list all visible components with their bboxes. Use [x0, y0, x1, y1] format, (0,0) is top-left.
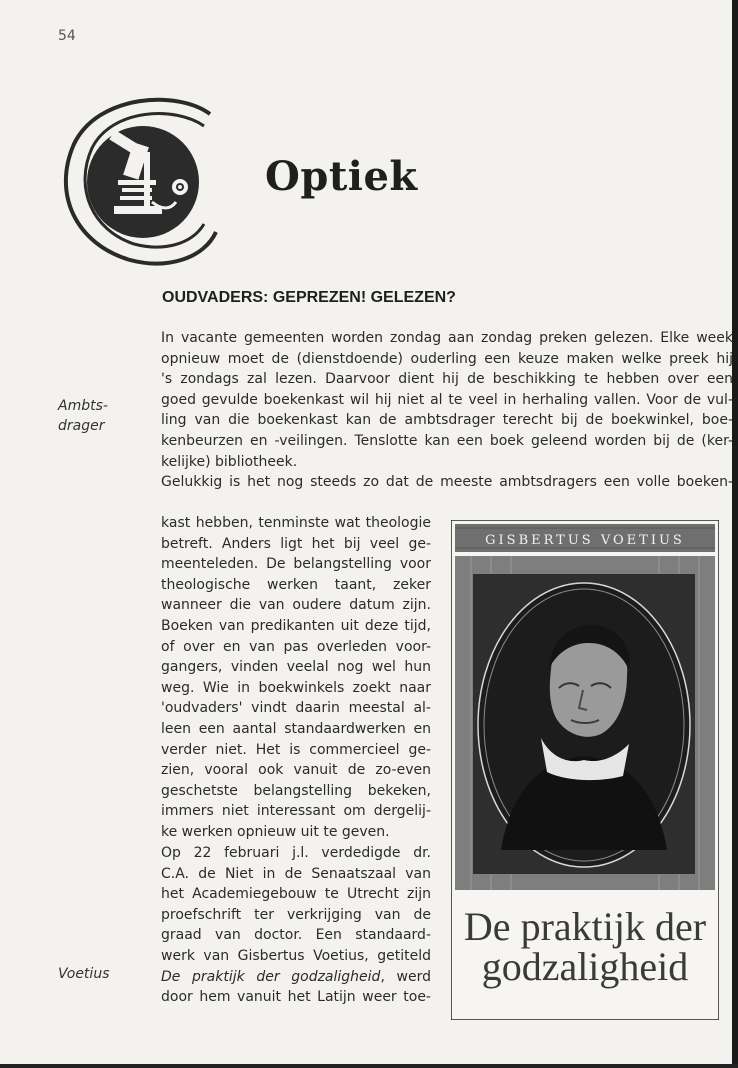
text-line: het Academiegebouw te Utrecht zijn	[161, 886, 431, 903]
text-line: Op 22 februari j.l. verdedigde dr.	[161, 845, 431, 861]
microscope-icon	[58, 92, 228, 272]
margin-note-line: Voetius	[58, 966, 110, 982]
cover-title-line-1: De praktijk der	[463, 904, 707, 949]
text-line: theologische werken taant, zeker	[161, 576, 431, 593]
text-line: leen een aantal standaardwerken en	[161, 720, 431, 737]
book-cover	[451, 520, 719, 1020]
text-line: betreft. Anders ligt het bij veel ge-	[161, 535, 431, 552]
text-line: 'oudvaders' vindt daarin meestal al-	[161, 700, 431, 717]
paragraph-2	[161, 513, 431, 843]
text-line: Gelukkig is het nog steeds zo dat de meeste ambtsdragers een volle boeken-	[161, 474, 733, 491]
text-line: wanneer die van oudere datum zijn.	[161, 597, 431, 614]
text-line: meenteleden. De belangstelling voor	[161, 556, 431, 573]
page-bottom-shadow	[0, 1064, 738, 1068]
text-line: ke werken opnieuw uit te geven.	[161, 823, 390, 840]
paragraph-3	[161, 843, 431, 1008]
paragraph-1	[161, 328, 733, 493]
book-title-italic: De praktijk der godzaligheid	[161, 968, 381, 985]
text-line: C.A. de Niet in de Senaatszaal van	[161, 865, 431, 882]
text-line: goed gevulde boekenkast wil hij niet al te veel in herhaling vallen. Voor de vul-	[161, 391, 733, 408]
text-line: ling van die boekenkast kan de ambtsdrager terecht bij de boekwinkel, boe-	[161, 412, 733, 429]
text-line: of over en van pas overleden voor-	[161, 638, 431, 655]
text-line: proefschrift ter verkrijging van de	[161, 906, 431, 923]
text-line: werk van Gisbertus Voetius, getiteld	[161, 947, 431, 964]
text-fragment: , werd	[380, 968, 431, 985]
page-edge-shadow	[732, 0, 738, 1068]
section-title: Optiek	[265, 153, 418, 200]
text-line: zien, vooral ook vanuit de zo-even	[161, 762, 431, 779]
portrait-illustration	[478, 583, 690, 867]
margin-note-ambtsdrager	[58, 396, 108, 436]
text-line: graad van doctor. Een standaard-	[161, 927, 431, 944]
margin-note-line: drager	[58, 418, 105, 434]
text-line: gangers, vinden veelal nog wel hun	[161, 659, 431, 676]
text-line: verder niet. Het is commercieel ge-	[161, 741, 431, 758]
text-line: kenbeurzen en -veilingen. Tenslotte kan een boek geleend worden bij de (ker-	[161, 432, 733, 449]
text-line: 's zondags zal lezen. Daarvoor dient hij de beschikking te hebben over een	[161, 371, 733, 388]
text-line	[161, 967, 431, 988]
text-line: Boeken van predikanten uit deze tijd,	[161, 617, 431, 634]
text-line: kast hebben, tenminste wat theologie	[161, 515, 431, 531]
margin-note-voetius	[58, 964, 109, 984]
text-line: weg. Wie in boekwinkels zoekt naar	[161, 679, 431, 696]
text-line: opnieuw moet de (dienstdoende) ouderling een keuze maken welke preek hij	[161, 350, 733, 367]
text-line: geschetste belangstelling bekeken,	[161, 782, 431, 799]
text-line: door hem vanuit het Latijn weer toe-	[161, 989, 431, 1006]
cover-title-line-2: godzaligheid	[481, 944, 689, 989]
text-line: In vacante gemeenten worden zondag aan zondag preken gelezen. Elke week	[161, 330, 733, 346]
text-line: immers niet interessant om dergelij-	[161, 803, 431, 820]
cover-author: GISBERTUS VOETIUS	[485, 533, 685, 548]
article-headline: OUDVADERS: GEPREZEN! GELEZEN?	[162, 289, 456, 306]
page-number: 54	[58, 28, 76, 44]
text-line: kelijke) bibliotheek.	[161, 453, 298, 470]
margin-note-line: Ambts-	[58, 398, 108, 414]
